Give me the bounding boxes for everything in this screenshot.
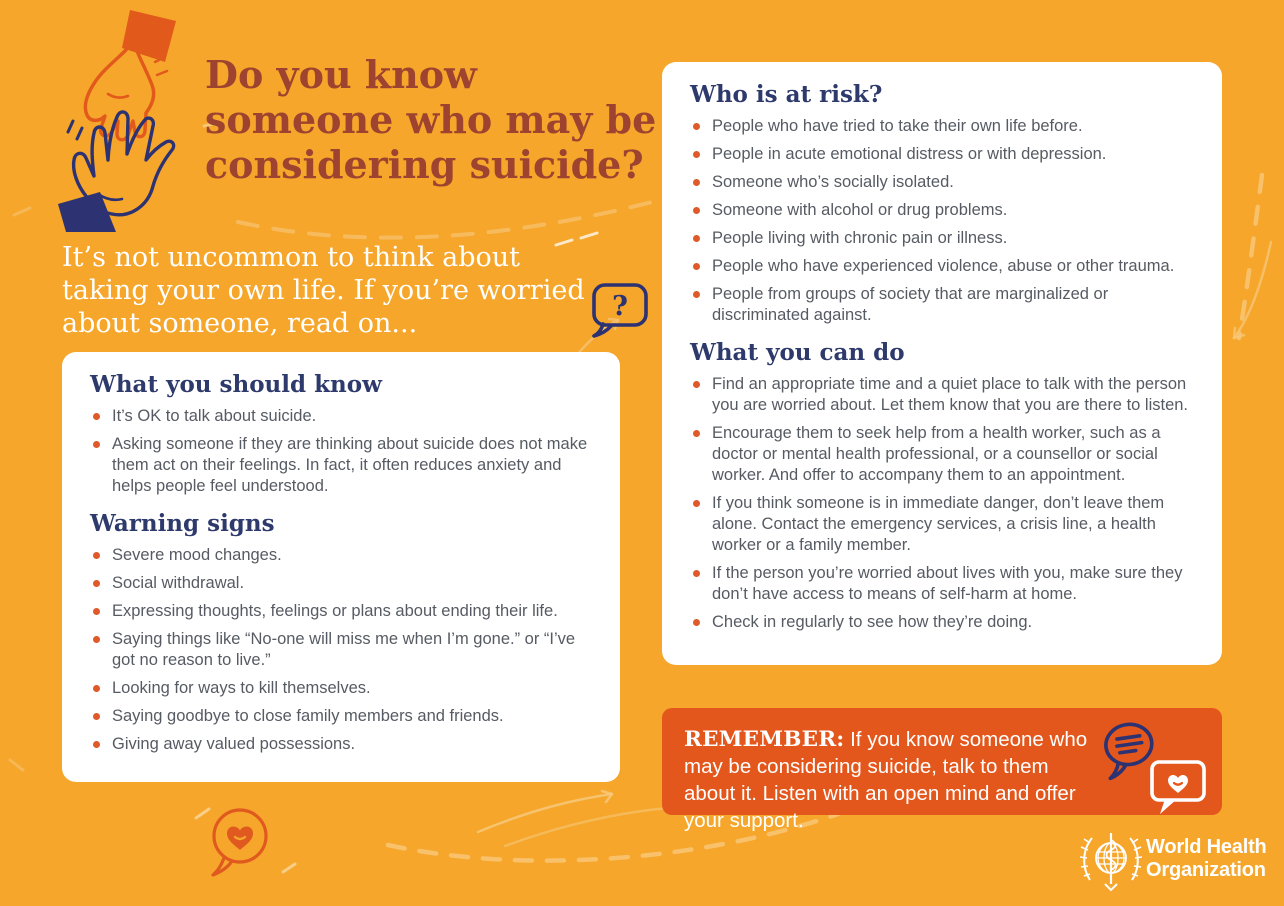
list-item: People from groups of society that are marginalized or discriminated against. [690,284,1198,326]
section-heading: What you can do [690,339,905,366]
list-item: People living with chronic pain or illness. [690,228,1198,249]
section-heading: What you should know [90,371,382,398]
card-what-you-should-know [62,352,620,782]
chat-bubble-icon [1103,721,1156,778]
remember-text: REMEMBER: If you know someone who may be considering suicide, talk to them about it. Listen with an open mind and offer your support. [684,727,1088,832]
list-item: Giving away valued possessions. [90,734,596,755]
list-item: Asking someone if they are thinking about suicide does not make them act on their feelings. In fact, it often reduces anxiety and helps people feel understood. [90,434,596,497]
question-bubble-icon [590,281,652,339]
list-item: If the person you’re worried about lives with you, make sure they don’t have access to means of self-harm at home. [690,563,1198,605]
list-item: If you think someone is in immediate danger, don’t leave them alone. Contact the emergency services, a crisis line, a health worker or a family member. [690,493,1198,556]
intro-text [62,241,602,340]
list-item: Find an appropriate time and a quiet place to talk with the person you are worried about. Let them know that you are there to listen. [690,374,1198,416]
who-logo [1080,828,1270,894]
list-item: Saying goodbye to close family members and friends. [90,706,596,727]
list-item: Expressing thoughts, feelings or plans about ending their life. [90,601,596,622]
page-title [205,52,665,187]
bullet-list [90,545,596,755]
heart-bubble-round-icon [208,806,274,880]
list-item: Encourage them to seek help from a health worker, such as a doctor or mental health professional, or a counsellor or social worker. And offer to accompany them to an appointment. [690,423,1198,486]
list-item: It’s OK to talk about suicide. [90,406,596,427]
orange-hand [85,10,176,140]
list-item: People in acute emotional distress or with depression. [690,144,1198,165]
title-line: someone who may be [205,97,657,142]
title-line: considering suicide? [205,142,644,187]
list-item: Saying things like “No-one will miss me when I’m gone.” or “I’ve got no reason to live.” [90,629,596,671]
remember-banner [662,708,1222,832]
bullet-list [690,374,1198,633]
who-emblem-icon [1080,830,1142,892]
intro-line: taking your own life. If you’re worried [62,275,585,306]
heart-bubble-icon [1152,762,1204,814]
list-item: Someone with alcohol or drug problems. [690,200,1198,221]
remember-label: REMEMBER: [684,727,845,752]
bullet-list [90,406,596,497]
helping-hands-illustration [56,10,224,232]
list-item: Severe mood changes. [90,545,596,566]
card-who-is-at-risk [662,62,1222,665]
list-item: Check in regularly to see how they’re doing. [690,612,1198,633]
list-item: Social withdrawal. [90,573,596,594]
intro-line: about someone, read on... [62,308,418,339]
who-logo-text: World Health Organization [1146,836,1267,881]
list-item: Someone who’s socially isolated. [690,172,1198,193]
svg-text:?: ? [612,291,628,322]
section-heading: Warning signs [90,510,275,537]
remember-icons [1088,718,1208,818]
list-item: Looking for ways to kill themselves. [90,678,596,699]
title-line: Do you know [205,52,477,97]
list-item: People who have tried to take their own life before. [690,116,1198,137]
list-item: People who have experienced violence, abuse or other trauma. [690,256,1198,277]
section-heading: Who is at risk? [690,81,883,108]
intro-line: It’s not uncommon to think about [62,242,520,273]
bullet-list [690,116,1198,326]
